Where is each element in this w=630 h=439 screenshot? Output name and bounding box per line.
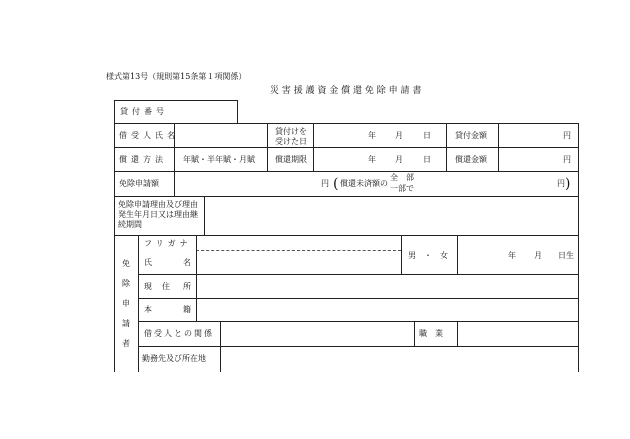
repay-amount-yen: 円: [563, 155, 571, 164]
domicile-label-a: 本: [144, 305, 152, 314]
borrower-name-label: 借受人氏名: [119, 131, 179, 140]
name-label-a: 氏: [144, 258, 152, 267]
reason-label-2: 発生年月日又は理由継: [118, 210, 198, 219]
paren-open: (: [333, 176, 339, 192]
rule: [457, 235, 458, 274]
address-label-b: 住: [162, 282, 170, 291]
repay-deadline-label: 償還期限: [275, 155, 307, 164]
workplace-label: 勤務先及び所在地: [142, 354, 206, 363]
rule: [414, 321, 415, 346]
rule: [114, 171, 578, 172]
occupation-field[interactable]: [458, 322, 577, 345]
loan-date-year: 年: [368, 131, 376, 140]
unpaid-prefix: 償還未済額の: [340, 179, 388, 188]
applicant-label-5: 者: [122, 339, 130, 348]
loan-amount-yen: 円: [563, 131, 571, 140]
birth-day: 日生: [558, 251, 574, 260]
paren-close: ): [565, 176, 571, 192]
rule: [446, 123, 447, 171]
address-label-c: 所: [183, 282, 191, 291]
rule: [267, 123, 268, 171]
loan-number-label: 貸付番号: [120, 107, 168, 116]
rule: [498, 123, 499, 171]
address-label-a: 現: [144, 282, 152, 291]
unpaid-yen: 円: [557, 179, 565, 188]
relation-field[interactable]: [221, 322, 413, 345]
domicile-field[interactable]: [197, 299, 577, 320]
domicile-label-b: 籍: [183, 305, 191, 314]
exempt-amount-yen: 円: [321, 179, 329, 188]
applicant-label-3: 申: [122, 299, 130, 308]
repay-method-label: 償還方法: [119, 155, 167, 164]
exempt-amount-label: 免除申請額: [119, 179, 159, 188]
borrower-name-field[interactable]: [175, 124, 266, 146]
form-title: 災 害 援 護 資 金 償 還 免 除 申 請 書: [270, 86, 422, 96]
rule: [401, 235, 402, 274]
applicant-label-4: 請: [122, 319, 130, 328]
form-number: 様式第13号（規則第15条第１項関係）: [106, 72, 247, 81]
loan-amount-label: 貸付金額: [455, 131, 487, 140]
birth-month: 月: [534, 251, 542, 260]
workplace-field[interactable]: [221, 347, 577, 371]
rule: [138, 235, 139, 372]
rule: [174, 171, 175, 196]
repay-deadline-month: 月: [395, 155, 403, 164]
unpaid-all[interactable]: 全 部: [390, 173, 414, 182]
unpaid-part[interactable]: 一部で: [390, 184, 414, 193]
loan-date-day: 日: [423, 131, 431, 140]
rule: [114, 100, 115, 372]
loan-date-label-2: 受けた日: [275, 137, 307, 146]
loan-date-label-1: 貸付けを: [275, 127, 307, 136]
applicant-label-2: 除: [122, 279, 130, 288]
repay-deadline-year: 年: [368, 155, 376, 164]
furigana-label: フリガナ: [144, 239, 192, 248]
rule: [578, 123, 579, 372]
relation-label: 借受人との関係: [144, 329, 214, 338]
loan-date-month: 月: [395, 131, 403, 140]
address-field[interactable]: [197, 275, 577, 297]
applicant-label-1: 免: [122, 259, 130, 268]
rule: [114, 147, 578, 148]
repay-deadline-day: 日: [423, 155, 431, 164]
rule: [114, 100, 237, 101]
rule: [313, 123, 314, 171]
rule: [237, 100, 238, 123]
reason-label-1: 免除申請理由及び理由: [118, 200, 198, 209]
reason-label-3: 続期間: [118, 220, 142, 229]
occupation-label: 職 業: [419, 329, 443, 338]
repay-amount-label: 償還金額: [455, 155, 487, 164]
repay-method-options[interactable]: 年賦・半年賦・月賦: [183, 155, 255, 164]
name-label-b: 名: [183, 258, 191, 267]
birth-year: 年: [508, 251, 516, 260]
gender-options[interactable]: 男 ・ 女: [408, 251, 448, 260]
applicant-name-field[interactable]: [197, 251, 400, 273]
furigana-field[interactable]: [197, 236, 400, 249]
reason-field[interactable]: [205, 197, 577, 234]
